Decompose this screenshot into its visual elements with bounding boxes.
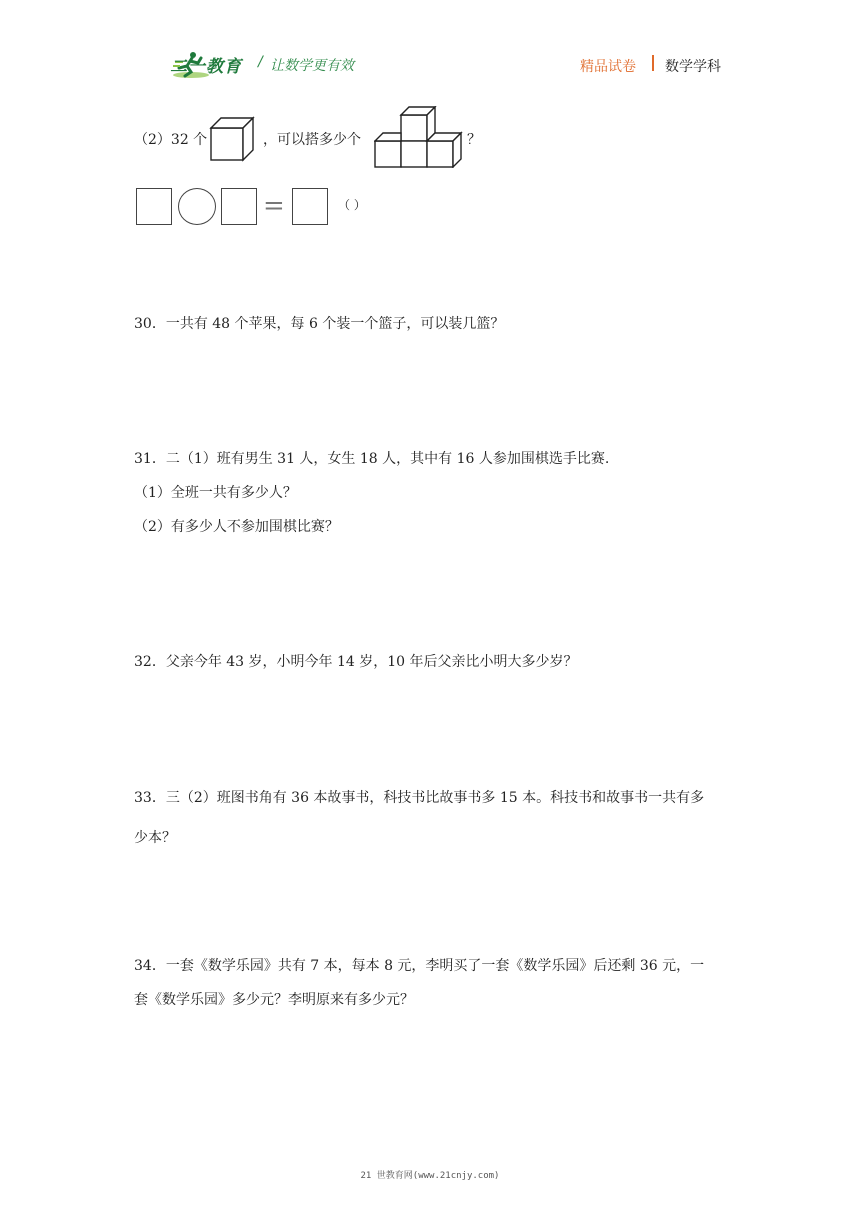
header-subject: 数学学科: [665, 59, 721, 75]
q34-line1: 34．一套《数学乐园》共有 7 本，每本 8 元，李明买了一套《数学乐园》后还剩 36 元，一: [134, 958, 705, 974]
slogan-separator: /: [258, 54, 263, 70]
q32-text: 32．父亲今年 43 岁，小明今年 14 岁，10 年后父亲比小明大多少岁？: [134, 654, 578, 670]
q34-line2: 套《数学乐园》多少元？李明原来有多少元？: [134, 992, 414, 1008]
operator-circle[interactable]: [178, 188, 216, 225]
header-label: 精品试卷: [580, 59, 636, 75]
page-footer: 21 世教育网(www.21cnjy.com): [360, 1171, 500, 1181]
q31-sub2: （2）有多少人不参加围棋比赛？: [134, 519, 339, 535]
q29b-suffix: ？: [467, 132, 481, 148]
stacked-cubes-icon: [374, 106, 468, 168]
answer-box-result[interactable]: [292, 188, 328, 225]
q29b-middle: ，可以搭多少个: [263, 132, 361, 148]
answer-box-1[interactable]: [136, 188, 172, 225]
q33-line1: 33．三（2）班图书角有 36 本故事书，科技书比故事书多 15 本。科技书和故事书一共有多: [134, 790, 705, 806]
unit-paren: （ ）: [338, 198, 366, 212]
single-cube-icon: [208, 116, 258, 162]
slogan: 让数学更有效: [270, 58, 354, 74]
q29b-prefix: （2）32 个: [134, 132, 208, 148]
answer-box-2[interactable]: [221, 188, 257, 225]
q33-line2: 少本？: [134, 830, 176, 846]
q30-text: 30．一共有 48 个苹果，每 6 个装一个篮子，可以装几篮？: [134, 316, 505, 332]
q31-sub1: （1）全班一共有多少人？: [134, 485, 297, 501]
equals-sign: =: [263, 191, 285, 221]
q31-text: 31．二（1）班有男生 31 人，女生 18 人，其中有 16 人参加围棋选手比赛.: [134, 451, 610, 467]
page-header: [0, 0, 860, 90]
header-divider: [652, 55, 654, 71]
logo-text: 二一教育: [170, 57, 242, 77]
